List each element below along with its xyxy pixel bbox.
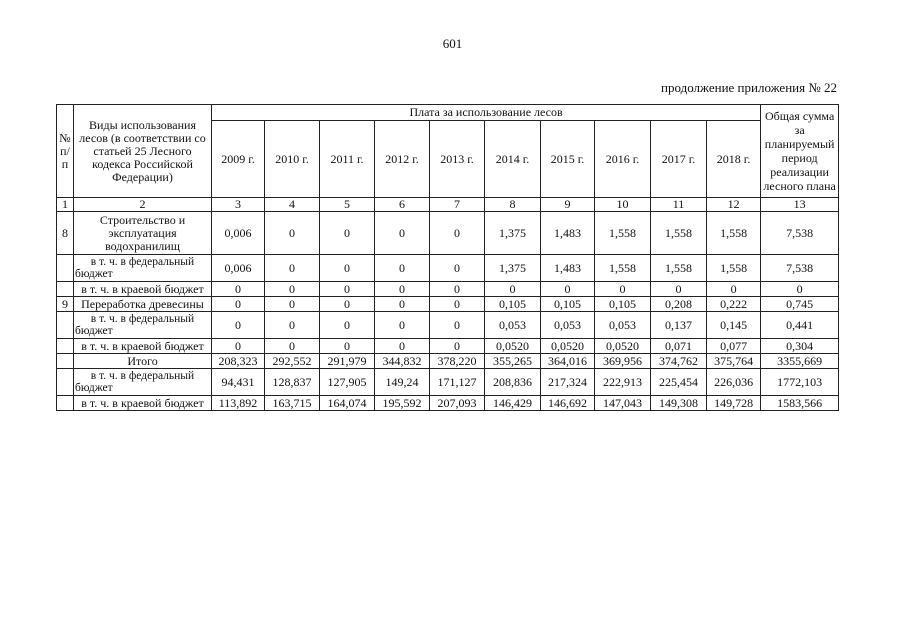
year-value: 0 — [430, 297, 485, 312]
row-name: в т. ч. в краевой бюджет — [74, 396, 212, 411]
header-total-sum: Общая сумма за планируемый период реализации лесного плана — [761, 105, 839, 198]
row-number: 8 — [57, 212, 74, 255]
year-value: 0,137 — [651, 312, 707, 339]
row-total: 7,538 — [761, 255, 839, 282]
forest-fees-table — [56, 104, 839, 411]
year-value: 195,592 — [375, 396, 430, 411]
header-year: 2011 г. — [320, 121, 375, 198]
row-name: Переработка древесины — [74, 297, 212, 312]
year-value: 0 — [320, 255, 375, 282]
year-value: 171,127 — [430, 369, 485, 396]
year-value: 225,454 — [651, 369, 707, 396]
year-value: 291,979 — [320, 354, 375, 369]
year-value: 1,375 — [485, 212, 541, 255]
header-fee-group: Плата за использование лесов — [212, 105, 761, 121]
row-total: 1772,103 — [761, 369, 839, 396]
year-value: 0 — [320, 212, 375, 255]
row-name: в т. ч. в федеральный бюджет — [74, 255, 212, 282]
year-value: 208,323 — [212, 354, 265, 369]
year-value: 0,222 — [707, 297, 761, 312]
year-value: 0,0520 — [541, 339, 595, 354]
year-value: 0 — [375, 297, 430, 312]
year-value: 0 — [430, 312, 485, 339]
year-value: 1,558 — [707, 212, 761, 255]
year-value: 0,053 — [485, 312, 541, 339]
year-value: 0,105 — [485, 297, 541, 312]
table-row — [57, 212, 839, 255]
year-value: 94,431 — [212, 369, 265, 396]
year-value: 0,145 — [707, 312, 761, 339]
year-value: 0,053 — [595, 312, 651, 339]
row-number — [57, 312, 74, 339]
table-row — [57, 354, 839, 369]
year-value: 0,071 — [651, 339, 707, 354]
column-index: 2 — [74, 198, 212, 212]
year-value: 113,892 — [212, 396, 265, 411]
table-row — [57, 339, 839, 354]
header-year: 2014 г. — [485, 121, 541, 198]
table-row — [57, 297, 839, 312]
year-value: 0 — [430, 282, 485, 297]
year-value: 344,832 — [375, 354, 430, 369]
year-value: 0,006 — [212, 255, 265, 282]
year-value: 127,905 — [320, 369, 375, 396]
year-value: 355,265 — [485, 354, 541, 369]
year-value: 0 — [375, 339, 430, 354]
row-name: в т. ч. в краевой бюджет — [74, 339, 212, 354]
year-value: 149,728 — [707, 396, 761, 411]
row-number — [57, 369, 74, 396]
year-value: 0,053 — [541, 312, 595, 339]
row-number — [57, 339, 74, 354]
page-number: 601 — [442, 36, 463, 51]
column-index: 4 — [265, 198, 320, 212]
year-value: 292,552 — [265, 354, 320, 369]
header-year: 2013 г. — [430, 121, 485, 198]
table-row — [57, 312, 839, 339]
year-value: 0,105 — [541, 297, 595, 312]
column-index: 10 — [595, 198, 651, 212]
column-index: 12 — [707, 198, 761, 212]
row-name: в т. ч. в федеральный бюджет — [74, 312, 212, 339]
year-value: 222,913 — [595, 369, 651, 396]
year-value: 0,208 — [651, 297, 707, 312]
column-index: 6 — [375, 198, 430, 212]
year-value: 0 — [375, 255, 430, 282]
row-total: 0,745 — [761, 297, 839, 312]
column-index: 9 — [541, 198, 595, 212]
year-value: 0 — [320, 297, 375, 312]
column-index: 13 — [761, 198, 839, 212]
year-value: 0 — [430, 255, 485, 282]
year-value: 0 — [212, 297, 265, 312]
row-number — [57, 396, 74, 411]
row-total: 0,304 — [761, 339, 839, 354]
year-value: 0 — [265, 212, 320, 255]
year-value: 375,764 — [707, 354, 761, 369]
year-value: 149,308 — [651, 396, 707, 411]
year-value: 0 — [485, 282, 541, 297]
year-value: 146,429 — [485, 396, 541, 411]
column-index: 3 — [212, 198, 265, 212]
table-row — [57, 396, 839, 411]
row-total: 0,441 — [761, 312, 839, 339]
year-value: 0 — [212, 282, 265, 297]
column-index: 8 — [485, 198, 541, 212]
column-index: 1 — [57, 198, 74, 212]
year-value: 1,558 — [707, 255, 761, 282]
row-total: 3355,669 — [761, 354, 839, 369]
year-value: 1,375 — [485, 255, 541, 282]
year-value: 364,016 — [541, 354, 595, 369]
year-value: 0 — [595, 282, 651, 297]
year-value: 0 — [320, 282, 375, 297]
row-total: 7,538 — [761, 212, 839, 255]
year-value: 0 — [320, 339, 375, 354]
year-value: 1,558 — [651, 212, 707, 255]
column-index: 7 — [430, 198, 485, 212]
row-number: 9 — [57, 297, 74, 312]
year-value: 0 — [320, 312, 375, 339]
year-value: 374,762 — [651, 354, 707, 369]
year-value: 0 — [212, 339, 265, 354]
year-value: 0 — [265, 339, 320, 354]
column-index: 5 — [320, 198, 375, 212]
year-value: 1,558 — [595, 212, 651, 255]
header-year: 2018 г. — [707, 121, 761, 198]
row-name: в т. ч. в краевой бюджет — [74, 282, 212, 297]
header-year: 2016 г. — [595, 121, 651, 198]
year-value: 217,324 — [541, 369, 595, 396]
year-value: 0 — [265, 312, 320, 339]
year-value: 0 — [430, 339, 485, 354]
year-value: 164,074 — [320, 396, 375, 411]
header-usage-type: Виды использования лесов (в соответствии со статьей 25 Лесного кодекса Российской Федерации) — [74, 105, 212, 198]
year-value: 226,036 — [707, 369, 761, 396]
continuation-note: продолжение приложения № 22 — [661, 80, 837, 95]
year-value: 208,836 — [485, 369, 541, 396]
year-value: 128,837 — [265, 369, 320, 396]
header-year: 2009 г. — [212, 121, 265, 198]
year-value: 1,483 — [541, 212, 595, 255]
year-value: 0 — [375, 282, 430, 297]
year-value: 0,105 — [595, 297, 651, 312]
year-value: 1,558 — [651, 255, 707, 282]
row-number — [57, 282, 74, 297]
header-year: 2017 г. — [651, 121, 707, 198]
year-value: 0 — [375, 312, 430, 339]
year-value: 0 — [651, 282, 707, 297]
year-value: 0 — [430, 212, 485, 255]
year-value: 378,220 — [430, 354, 485, 369]
year-value: 0 — [212, 312, 265, 339]
year-value: 0 — [375, 212, 430, 255]
year-value: 0 — [541, 282, 595, 297]
year-value: 0,0520 — [595, 339, 651, 354]
year-value: 163,715 — [265, 396, 320, 411]
year-value: 1,558 — [595, 255, 651, 282]
year-value: 0 — [265, 297, 320, 312]
header-year: 2012 г. — [375, 121, 430, 198]
year-value: 0 — [265, 282, 320, 297]
row-name: в т. ч. в федеральный бюджет — [74, 369, 212, 396]
year-value: 147,043 — [595, 396, 651, 411]
column-index: 11 — [651, 198, 707, 212]
table-row — [57, 369, 839, 396]
year-value: 0 — [265, 255, 320, 282]
year-value: 207,093 — [430, 396, 485, 411]
row-name: Итого — [74, 354, 212, 369]
year-value: 1,483 — [541, 255, 595, 282]
year-value: 149,24 — [375, 369, 430, 396]
year-value: 0,0520 — [485, 339, 541, 354]
table-row — [57, 255, 839, 282]
row-total: 1583,566 — [761, 396, 839, 411]
header-year: 2010 г. — [265, 121, 320, 198]
year-value: 369,956 — [595, 354, 651, 369]
row-name: Строительство и эксплуатация водохранилищ — [74, 212, 212, 255]
year-value: 0,077 — [707, 339, 761, 354]
table-row — [57, 282, 839, 297]
header-year: 2015 г. — [541, 121, 595, 198]
row-number — [57, 354, 74, 369]
year-value: 0,006 — [212, 212, 265, 255]
year-value: 0 — [707, 282, 761, 297]
year-value: 146,692 — [541, 396, 595, 411]
header-num: № п/п — [57, 105, 74, 198]
row-number — [57, 255, 74, 282]
row-total: 0 — [761, 282, 839, 297]
